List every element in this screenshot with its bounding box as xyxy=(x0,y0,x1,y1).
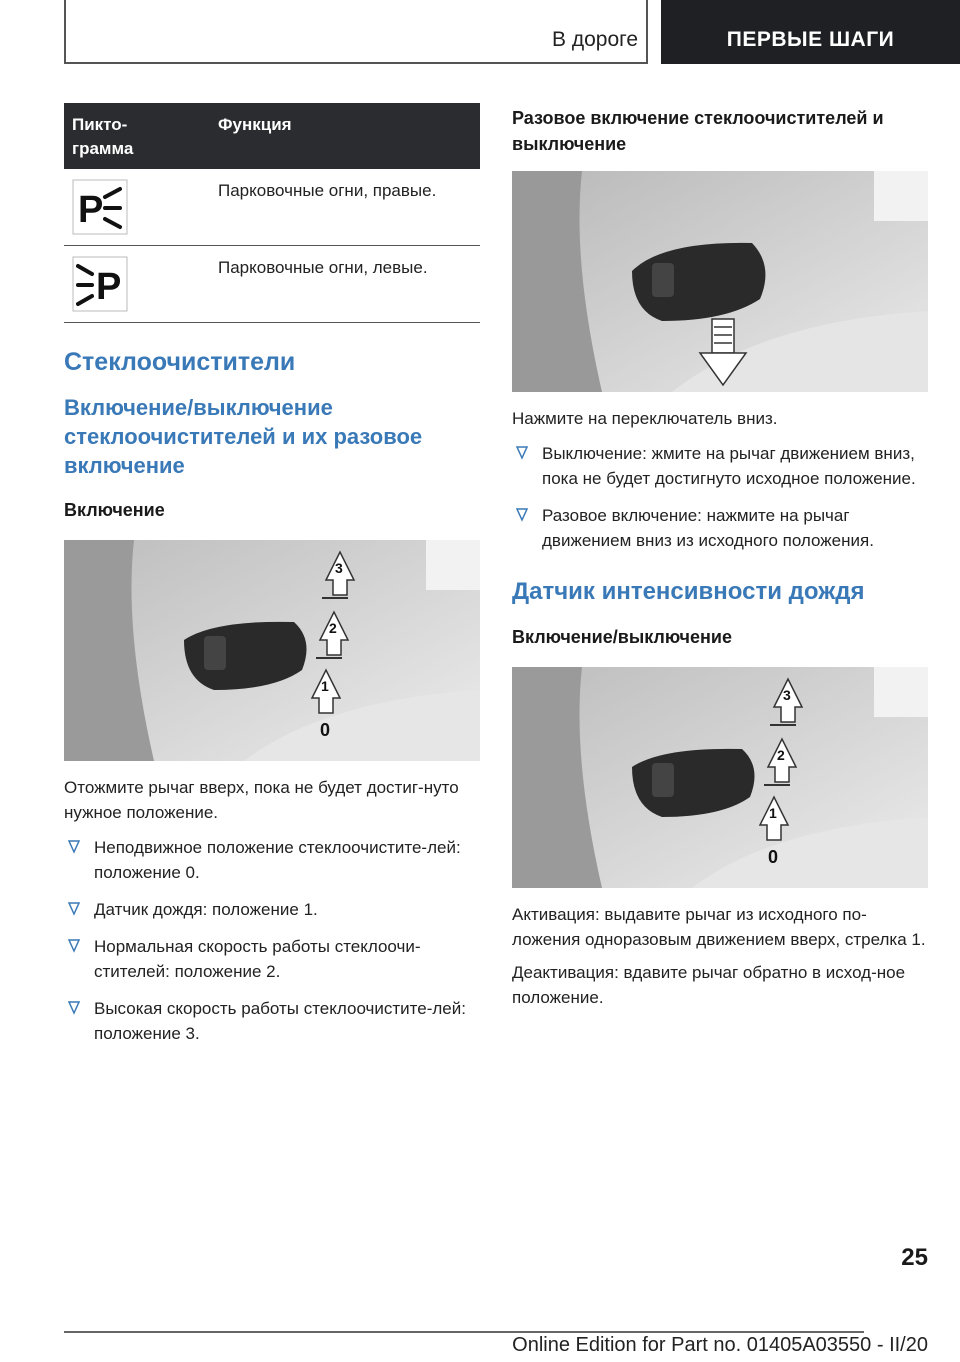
svg-text:P: P xyxy=(78,189,104,231)
wiper-lever-down-photo xyxy=(512,171,928,392)
list-item xyxy=(64,996,480,1046)
list-item xyxy=(64,835,480,885)
deactivation-paragraph: Деактивация: вдавите рычаг обратно в исход-ное положение. xyxy=(512,963,906,1007)
section-title-rain-sensor: Датчик интенсивности дождя xyxy=(512,578,865,605)
section-title-wipers: Стеклоочистители xyxy=(64,348,296,376)
parking-lights-left-icon xyxy=(72,256,128,312)
photo-label-position-2: 2 xyxy=(329,620,337,636)
table-cell-icon xyxy=(64,246,210,323)
table-cell-icon xyxy=(64,169,210,246)
left-column xyxy=(64,103,480,1058)
list-item xyxy=(512,441,928,491)
page-number: 25 xyxy=(901,1244,928,1271)
list-item xyxy=(64,897,480,922)
minor-title-switch-on: Включение xyxy=(64,500,165,520)
list-item-text: Высокая скорость работы стеклоочистите-лей: положение 3. xyxy=(94,999,466,1043)
photo-label-position-0: 0 xyxy=(320,720,331,740)
rain-sensor-lever-photo xyxy=(512,667,928,888)
table-cell-function: Парковочные огни, левые. xyxy=(210,246,480,323)
bullet-triangle-icon xyxy=(68,840,80,854)
instruction-paragraph: Нажмите на переключатель вниз. xyxy=(512,409,778,428)
header-chapter-tab: ПЕРВЫЕ ШАГИ xyxy=(661,0,960,64)
footer-edition: Online Edition for Part no. 01405A03550 - II/20 xyxy=(512,1334,928,1356)
table-header-function: Функция xyxy=(210,103,480,169)
subsection-title-wipers-on-off: Включение/выключение стеклоочистителей и их разовое включение xyxy=(64,395,423,478)
right-column xyxy=(512,103,928,1010)
activation-paragraph: Активация: выдавите рычаг из исходного по-ложения одноразовым движением вверх, стрелка 1. xyxy=(512,905,926,949)
bullet-triangle-icon xyxy=(516,508,528,522)
list-item-text: Датчик дождя: положение 1. xyxy=(94,900,318,919)
bullet-triangle-icon xyxy=(68,902,80,916)
footer-divider xyxy=(64,1331,864,1333)
photo-label-position-1: 1 xyxy=(769,805,777,821)
svg-text:P: P xyxy=(96,266,122,308)
list-item-text: Неподвижное положение стеклоочистите-лей: положение 0. xyxy=(94,838,461,882)
instruction-paragraph: Отожмите рычаг вверх, пока не будет достиг-нуто нужное положение. xyxy=(64,778,459,822)
photo-label-position-3: 3 xyxy=(335,560,343,576)
minor-title-on-off: Включение/выключение xyxy=(512,627,732,647)
bullet-triangle-icon xyxy=(68,939,80,953)
bullet-triangle-icon xyxy=(516,446,528,460)
photo-label-position-1: 1 xyxy=(321,678,329,694)
photo-label-position-2: 2 xyxy=(777,747,785,763)
bullet-triangle-icon xyxy=(68,1001,80,1015)
pictogram-table xyxy=(64,103,480,323)
header-section-title: В дороге xyxy=(551,28,638,51)
parking-lights-right-icon xyxy=(72,179,128,235)
positions-list xyxy=(64,835,480,1046)
list-item xyxy=(64,934,480,984)
table-row xyxy=(64,169,480,246)
list-item-text: Нормальная скорость работы стеклоочи-стителей: положение 2. xyxy=(94,937,421,981)
table-header-pictogram-label: Пикто- грамма xyxy=(72,115,134,158)
minor-title-single-wipe: Разовое включение стеклоочистителей и выключение xyxy=(512,108,884,154)
wiper-lever-up-photo xyxy=(64,540,480,761)
table-row xyxy=(64,246,480,323)
list-item-text: Разовое включение: нажмите на рычаг движением вниз из исходного положения. xyxy=(542,506,874,550)
single-wipe-list xyxy=(512,441,928,553)
list-item-text: Выключение: жмите на рычаг движением вниз, пока не будет достигнуто исходное положение. xyxy=(542,444,916,488)
photo-label-position-0: 0 xyxy=(768,847,779,867)
table-cell-function: Парковочные огни, правые. xyxy=(210,169,480,246)
photo-label-position-3: 3 xyxy=(783,687,791,703)
table-header-pictogram xyxy=(64,103,210,169)
list-item xyxy=(512,503,928,553)
